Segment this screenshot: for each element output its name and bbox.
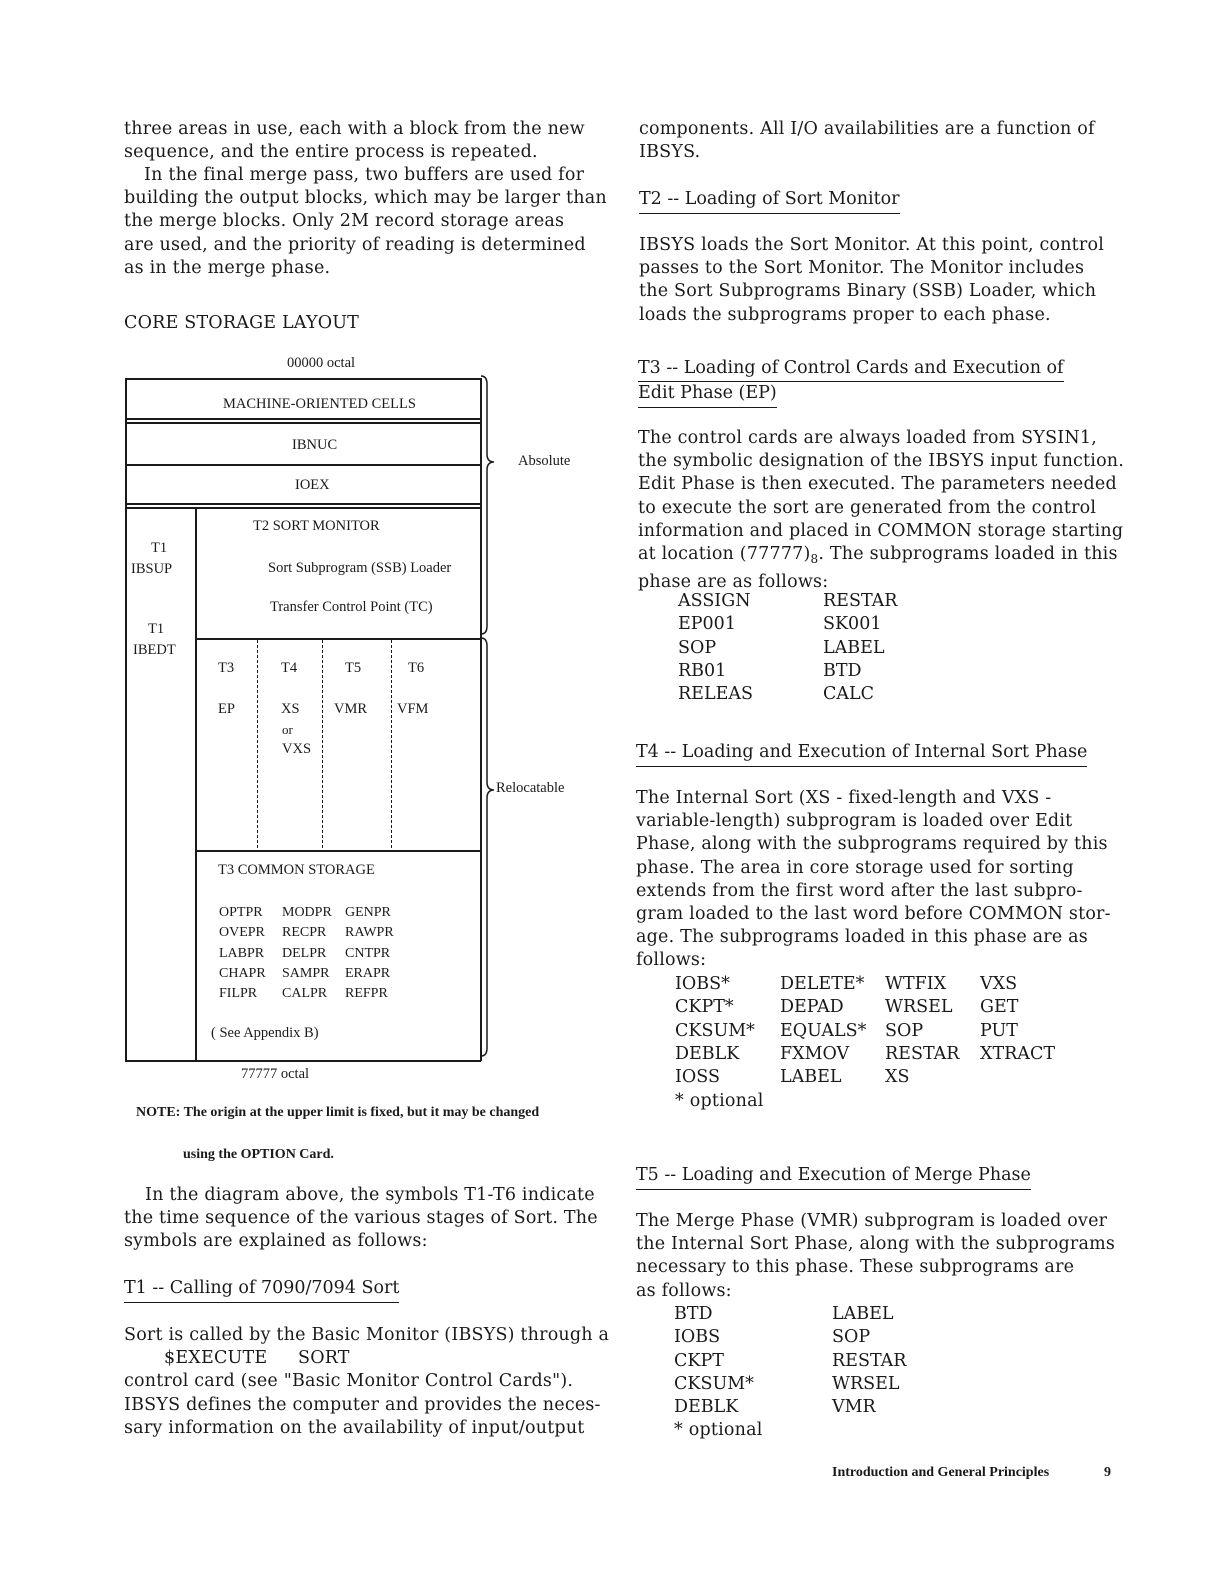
absolute-label: Absolute: [518, 453, 571, 469]
t3-paragraph: [638, 427, 1124, 594]
subprogram-name: SOP: [678, 637, 717, 658]
t3-heading-line2: Edit Phase (EP): [638, 382, 777, 408]
subprogram-name: WRSEL: [885, 997, 953, 1018]
text-line: Sort is called by the Basic Monitor (IBSYS) through a: [124, 1325, 610, 1345]
text-line: three areas in use, each with a block from the new: [124, 119, 585, 139]
or-label: or: [282, 722, 293, 737]
text-line: In the diagram above, the symbols T1-T6 indicate: [145, 1185, 595, 1205]
text-line: variable-length) subprogram is loaded over Edit: [636, 811, 1073, 832]
common-storage-table: [219, 903, 408, 1004]
location-prefix: at location (77777): [638, 544, 811, 565]
t3-phase-label: T3: [218, 660, 235, 676]
text-line: necessary to this phase. These subprograms are: [636, 1257, 1075, 1278]
xs-label: XS: [281, 701, 300, 717]
t4-paragraph: [636, 787, 1111, 973]
common-storage-cell: DELPR: [282, 945, 327, 961]
subprogram-name: [980, 1066, 1070, 1089]
top-octal-label: 00000 octal: [287, 355, 356, 371]
ssb-loader-label: Sort Subprogram (SSB) Loader: [268, 560, 452, 576]
tc-label: Transfer Control Point (TC): [270, 599, 433, 615]
sort-keyword: SORT: [298, 1348, 350, 1369]
subprogram-name: CKSUM*: [674, 1373, 754, 1394]
text-line: components. All I/O availabilities are a function of: [639, 119, 1095, 139]
text-line: gram loaded to the last word before COMMON stor-: [636, 904, 1111, 925]
location-suffix: . The subprograms loaded in this: [818, 544, 1118, 565]
common-storage-title: T3 COMMON STORAGE: [218, 862, 375, 878]
common-storage-cell: SAMPR: [282, 965, 330, 981]
absolute-brace: [478, 374, 500, 638]
text-line: passes to the Sort Monitor. The Monitor includes: [639, 258, 1085, 279]
common-storage-cell: GENPR: [345, 905, 391, 920]
common-storage-cell: OPTPR: [219, 905, 263, 920]
execute-keyword: $EXECUTE: [164, 1348, 268, 1369]
text-line: the Sort Subprograms Binary (SSB) Loader, which: [639, 281, 1097, 302]
see-appendix-label: ( See Appendix B): [211, 1025, 319, 1041]
common-storage-cell: ERAPR: [345, 965, 391, 981]
octal-subscript: 8: [810, 552, 819, 567]
subprogram-name: LABEL: [832, 1304, 894, 1324]
t5-optional-note: * optional: [674, 1420, 763, 1440]
subprogram-name: WTFIX: [885, 974, 947, 994]
execute-card-line: [124, 1347, 609, 1370]
text-line: In the final merge pass, two buffers are used for: [144, 165, 585, 185]
subprogram-name: CKPT: [674, 1350, 724, 1371]
subprogram-name: CKSUM*: [675, 1020, 755, 1041]
common-storage-cell: OVEPR: [219, 925, 265, 941]
text-line: the merge blocks. Only 2M record storage areas: [124, 211, 565, 232]
subprogram-name: XS: [885, 1067, 910, 1088]
subprogram-name: ASSIGN: [678, 591, 751, 611]
subprogram-name: SK001: [823, 614, 882, 635]
text-line: The Merge Phase (VMR) subprogram is loaded over: [636, 1211, 1108, 1231]
relocatable-label: Relocatable: [496, 780, 565, 796]
page-number: 9: [1104, 1465, 1111, 1480]
text-line: phase. The area in core storage used for sorting: [636, 857, 1074, 878]
subprogram-name: DEBLK: [675, 1043, 740, 1064]
subprogram-name: RB01: [678, 660, 727, 681]
t3-heading-line1: T3 -- Loading of Control Cards and Execution of: [638, 357, 1064, 382]
subprogram-name: SOP: [885, 1020, 924, 1041]
t4-subprogram-list: [675, 973, 1070, 1089]
common-storage-cell: MODPR: [282, 905, 332, 920]
core-storage-diagram: [0, 0, 620, 1100]
text-line: information and placed in COMMON storage starting: [638, 520, 1124, 541]
t3-heading: [638, 357, 1064, 408]
subprogram-name: RELEAS: [678, 684, 753, 705]
common-storage-cell: CALPR: [282, 986, 328, 1002]
vfm-label: VFM: [397, 701, 429, 717]
ioex-label: IOEX: [295, 477, 330, 493]
subprogram-name: RESTAR: [832, 1350, 907, 1371]
subprogram-name: FXMOV: [780, 1043, 850, 1064]
subprogram-name: RESTAR: [885, 1043, 960, 1064]
text-line: extends from the first word after the last subpro-: [636, 880, 1083, 901]
subprogram-name: WRSEL: [832, 1373, 900, 1394]
t5-subprogram-list: [674, 1303, 952, 1419]
subprogram-name: SOP: [832, 1327, 871, 1348]
text-line: as in the merge phase.: [124, 257, 331, 278]
text-line: IBSYS defines the computer and provides the neces-: [124, 1394, 601, 1415]
t2-paragraph: [639, 234, 1104, 327]
common-storage-cell: CHAPR: [219, 965, 266, 981]
t1-label: T1: [151, 540, 168, 556]
subprogram-name: BTD: [823, 660, 862, 681]
subprogram-name: GET: [980, 997, 1019, 1018]
subprogram-name: VMR: [832, 1397, 876, 1418]
subprogram-name: DEBLK: [674, 1397, 739, 1418]
subprogram-name: IOBS: [674, 1327, 721, 1348]
bottom-octal-label: 77777 octal: [241, 1066, 310, 1082]
ep-label: EP: [218, 701, 235, 717]
subprogram-name: LABEL: [780, 1067, 842, 1088]
t4-phase-label: T4: [281, 660, 298, 676]
common-storage-cell: FILPR: [219, 986, 258, 1002]
subprogram-name: RESTAR: [823, 591, 898, 611]
subprogram-name: IOBS*: [675, 974, 730, 994]
subprogram-name: XTRACT: [980, 1043, 1056, 1064]
text-line: loads the subprograms proper to each phase.: [639, 304, 1051, 325]
ibsup-label: IBSUP: [131, 561, 173, 577]
text-line: sequence, and the entire process is repeated.: [124, 142, 538, 163]
machine-oriented-cells-label: MACHINE-ORIENTED CELLS: [223, 396, 416, 412]
t2-heading-text: T2 -- Loading of Sort Monitor: [639, 188, 900, 214]
diagram-note: NOTE: The origin at the upper limit is fixed, but it may be changed: [136, 1105, 540, 1120]
text-line: age. The subprograms loaded in this phase are as: [636, 927, 1088, 948]
subprogram-name: LABEL: [823, 637, 885, 658]
t1-heading-text: T1 -- Calling of 7090/7094 Sort: [124, 1277, 399, 1303]
t4-heading-text: T4 -- Loading and Execution of Internal Sort Phase: [636, 741, 1087, 767]
t5-paragraph: [636, 1210, 1115, 1303]
t2-heading: [639, 188, 900, 214]
subprogram-name: DELETE*: [780, 974, 865, 994]
text-line: follows:: [636, 950, 707, 971]
text-line: the symbolic designation of the IBSYS input function.: [638, 451, 1125, 472]
text-line: Phase, along with the subprograms required by this: [636, 834, 1108, 855]
t1-paragraph: [124, 1324, 609, 1440]
ibedt-label: IBEDT: [133, 642, 176, 658]
t4-optional-note: * optional: [675, 1091, 764, 1111]
t6-phase-label: T6: [408, 660, 425, 676]
diagram-explanation-paragraph: [124, 1184, 598, 1254]
text-line: symbols are explained as follows:: [124, 1231, 428, 1252]
vmr-label: VMR: [334, 701, 368, 717]
text-line: The Internal Sort (XS - fixed-length and VXS -: [636, 788, 1052, 808]
subprogram-name: VXS: [980, 974, 1018, 994]
t1-heading: [124, 1277, 399, 1303]
common-storage-cell: RAWPR: [345, 925, 394, 941]
right-top-paragraph: [639, 118, 1095, 164]
text-line: are used, and the priority of reading is determined: [124, 234, 586, 255]
footer-section-title: Introduction and General Principles: [832, 1465, 1050, 1480]
subprogram-name: EQUALS*: [780, 1020, 867, 1041]
common-storage-cell: REFPR: [345, 986, 388, 1002]
text-line: The control cards are always loaded from SYSIN1,: [638, 428, 1097, 448]
text-line: building the output blocks, which may be larger than: [124, 188, 607, 209]
common-storage-cell: RECPR: [282, 925, 327, 941]
text-line: IBSYS.: [639, 142, 701, 163]
text-line: the Internal Sort Phase, along with the subprograms: [636, 1234, 1116, 1255]
sort-monitor-label: T2 SORT MONITOR: [253, 518, 380, 534]
text-line: as follows:: [636, 1280, 732, 1301]
t1-label: T1: [148, 621, 165, 637]
text-line: the time sequence of the various stages of Sort. The: [124, 1208, 598, 1229]
t3-subprogram-list: [678, 590, 943, 706]
subprogram-name: CKPT*: [675, 997, 734, 1018]
subprogram-name: PUT: [980, 1020, 1018, 1041]
vxs-label: VXS: [282, 741, 312, 757]
relocatable-brace: [478, 636, 500, 1062]
subprogram-name: BTD: [674, 1304, 713, 1324]
t4-heading: [636, 741, 1087, 767]
text-line: phase are as follows:: [638, 572, 829, 593]
subprogram-name: DEPAD: [780, 997, 844, 1018]
text-line: IBSYS loads the Sort Monitor. At this point, control: [639, 235, 1105, 255]
subprogram-name: CALC: [823, 684, 875, 705]
t5-heading-text: T5 -- Loading and Execution of Merge Phase: [636, 1164, 1031, 1190]
text-line: Edit Phase is then executed. The parameters needed: [638, 474, 1117, 495]
text-line: to execute the sort are generated from the control: [638, 497, 1097, 518]
text-line: sary information on the availability of input/output: [124, 1417, 585, 1438]
t5-phase-label: T5: [345, 660, 362, 676]
common-storage-cell: LABPR: [219, 945, 265, 961]
t5-heading: [636, 1164, 1031, 1190]
text-line: control card (see "Basic Monitor Control Cards").: [124, 1371, 574, 1392]
section-title-core-storage: CORE STORAGE LAYOUT: [124, 313, 360, 333]
location-line: [638, 543, 1124, 571]
subprogram-name: EP001: [678, 614, 736, 635]
diagram-note-continued: using the OPTION Card.: [183, 1147, 334, 1162]
common-storage-cell: CNTPR: [345, 945, 391, 961]
subprogram-name: IOSS: [675, 1067, 720, 1088]
ibnuc-label: IBNUC: [292, 437, 338, 453]
